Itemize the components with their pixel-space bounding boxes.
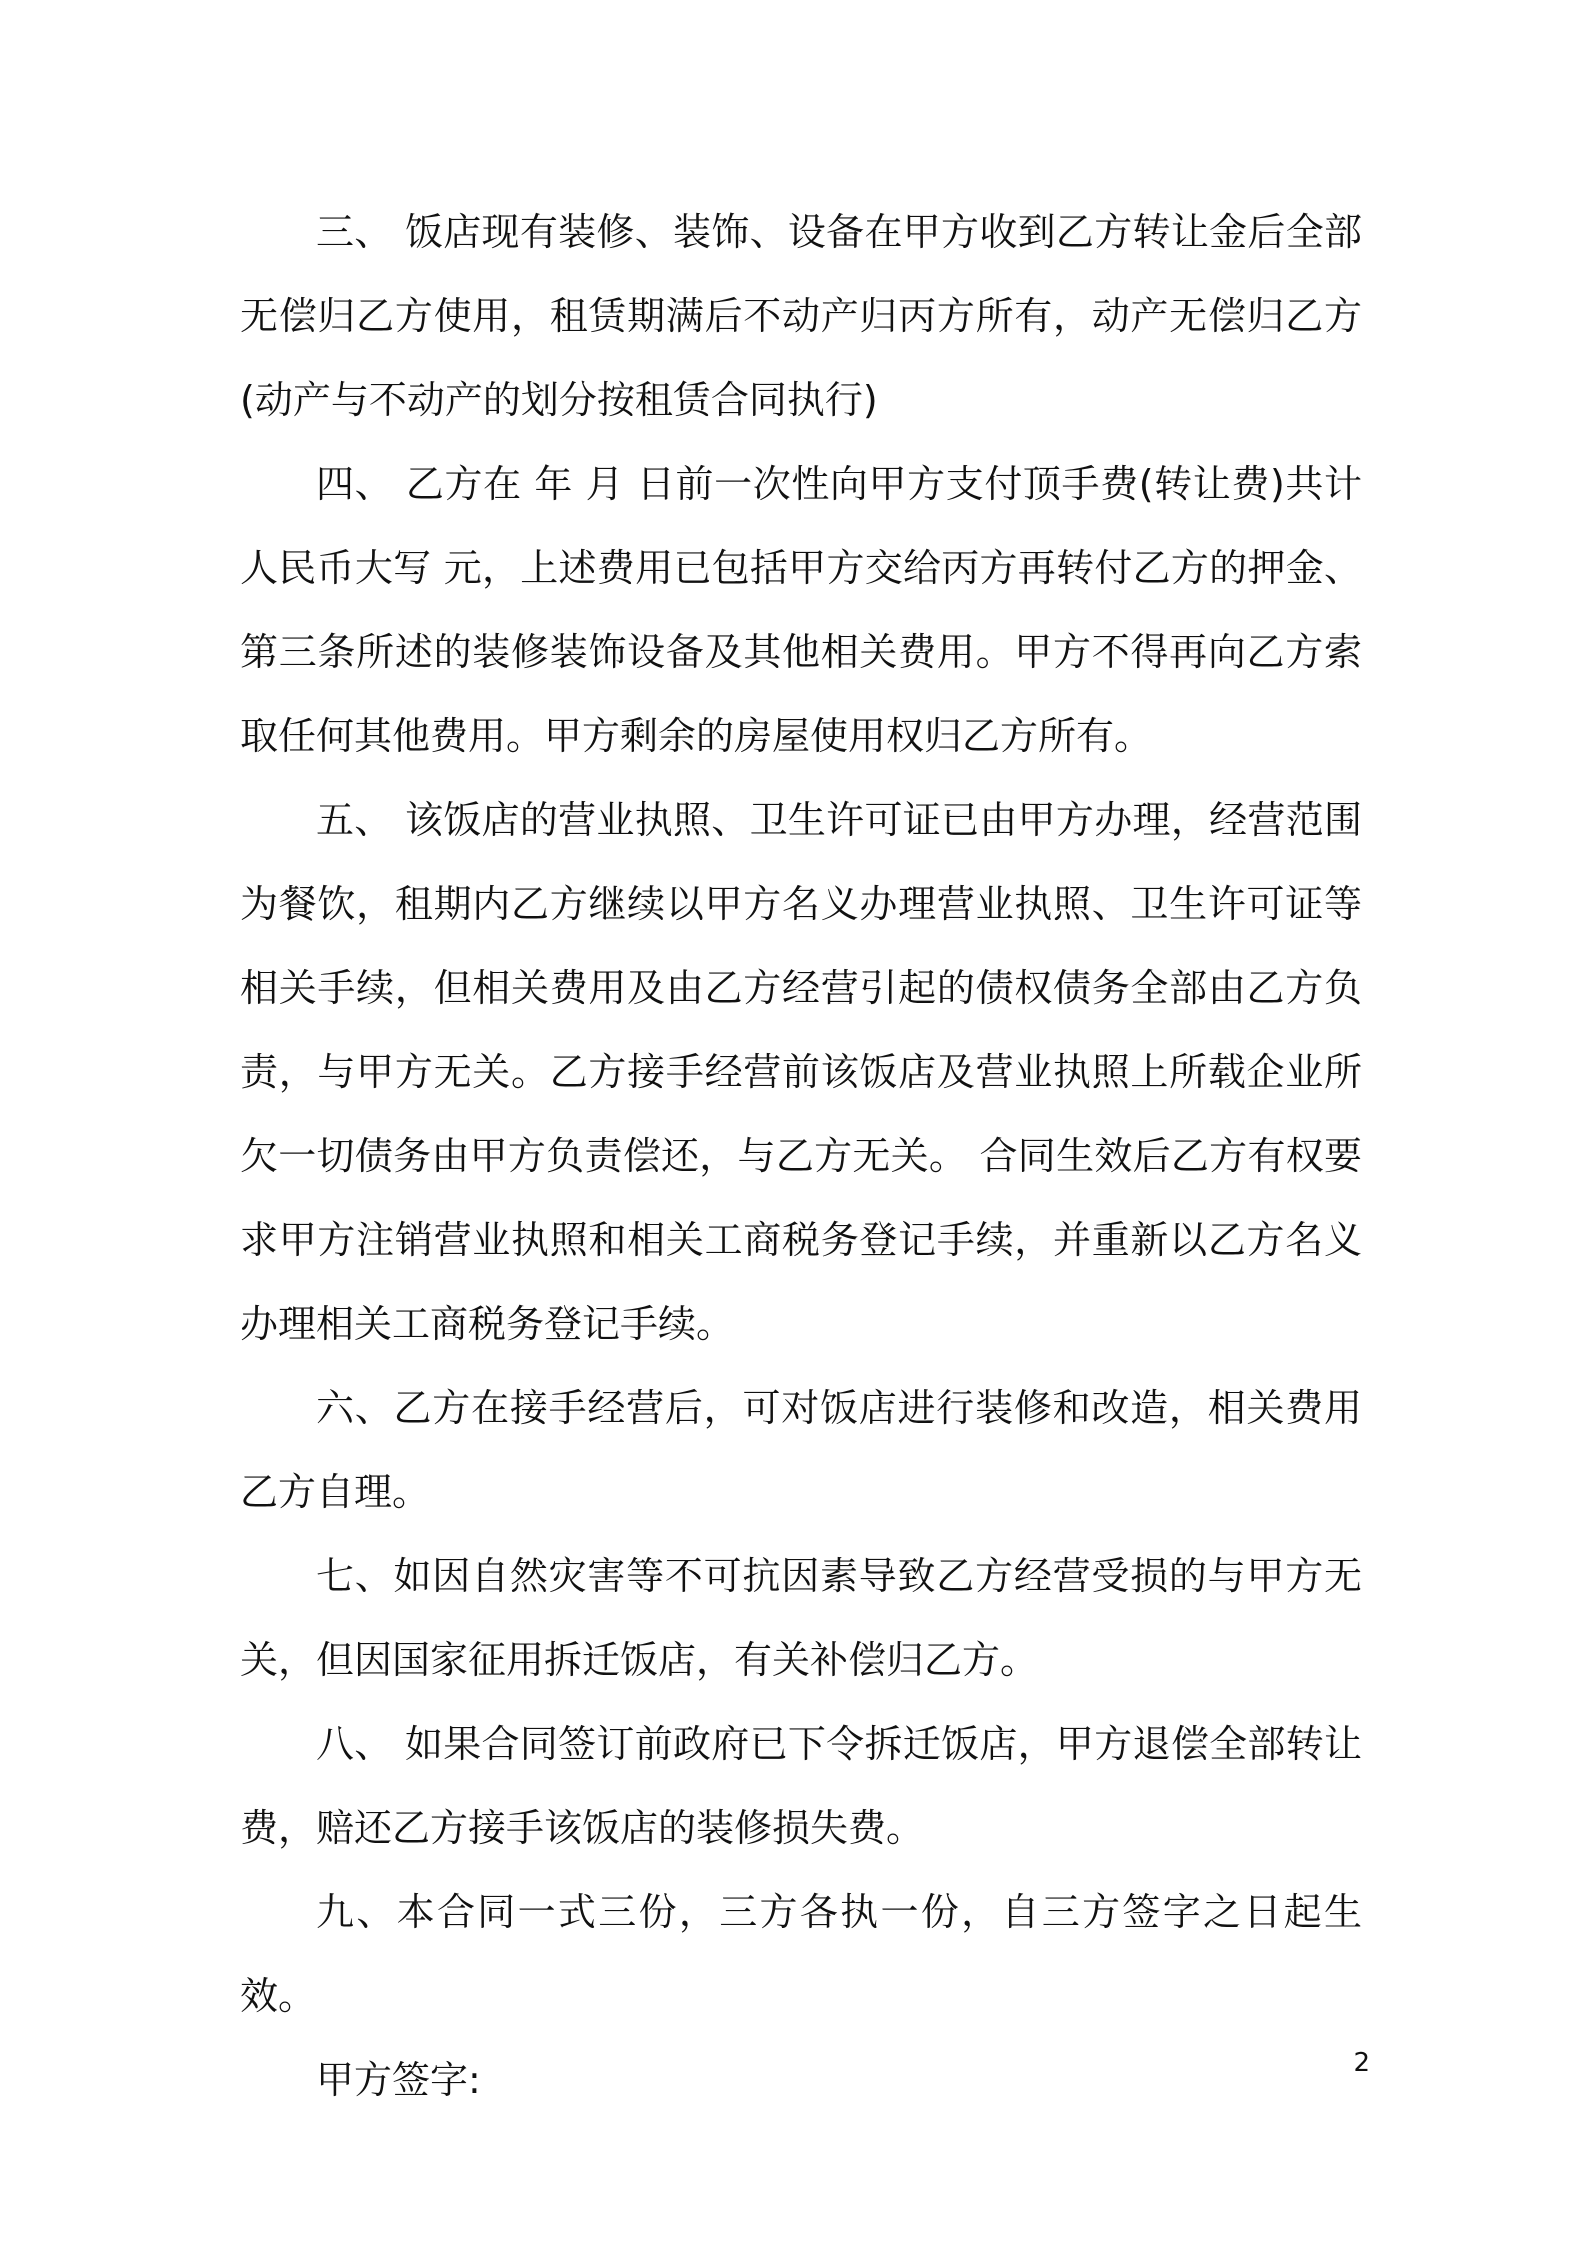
clause-6: 六、乙方在接手经营后，可对饭店进行装修和改造，相关费用乙方自理。 — [240, 1386, 1362, 1514]
clause-3: 三、 饭店现有装修、装饰、设备在甲方收到乙方转让金后全部无偿归乙方使用，租赁期满后不动产归丙方所有，动产无偿归乙方(动产与不动产的划分按租赁合同执行) — [240, 210, 1362, 422]
clause-4: 四、 乙方在 年 月 日前一次性向甲方支付顶手费(转让费)共计人民币大写 元，上述费用已包括甲方交给丙方再转付乙方的押金、第三条所述的装修装饰设备及其他相关费用。甲方不得再向乙方索取任何其他费用。甲方剩余的房屋使用权归乙方所有。 — [240, 462, 1362, 758]
party-a-signature-label: 甲方签字: — [316, 2058, 481, 2102]
contract-body — [240, 190, 1362, 2122]
clause-7: 七、如因自然灾害等不可抗因素导致乙方经营受损的与甲方无关，但因国家征用拆迁饭店，有关补偿归乙方。 — [240, 1554, 1362, 1682]
clause-5: 五、 该饭店的营业执照、卫生许可证已由甲方办理，经营范围为餐饮，租期内乙方继续以甲方名义办理营业执照、卫生许可证等相关手续，但相关费用及由乙方经营引起的债权债务全部由乙方负责，与甲方无关。乙方接手经营前该饭店及营业执照上所载企业所欠一切债务由甲方负责偿还，与乙方无关。 合同生效后乙方有权要求甲方注销营业执照和相关工商税务登记手续，并重新以乙方名义办理相关工商税务登记手续。 — [240, 798, 1362, 1346]
page-number: 2 — [1353, 2048, 1370, 2078]
clause-8: 八、 如果合同签订前政府已下令拆迁饭店，甲方退偿全部转让费，赔还乙方接手该饭店的装修损失费。 — [240, 1722, 1362, 1850]
clause-9: 九、本合同一式三份，三方各执一份，自三方签字之日起生效。 — [240, 1890, 1362, 2018]
